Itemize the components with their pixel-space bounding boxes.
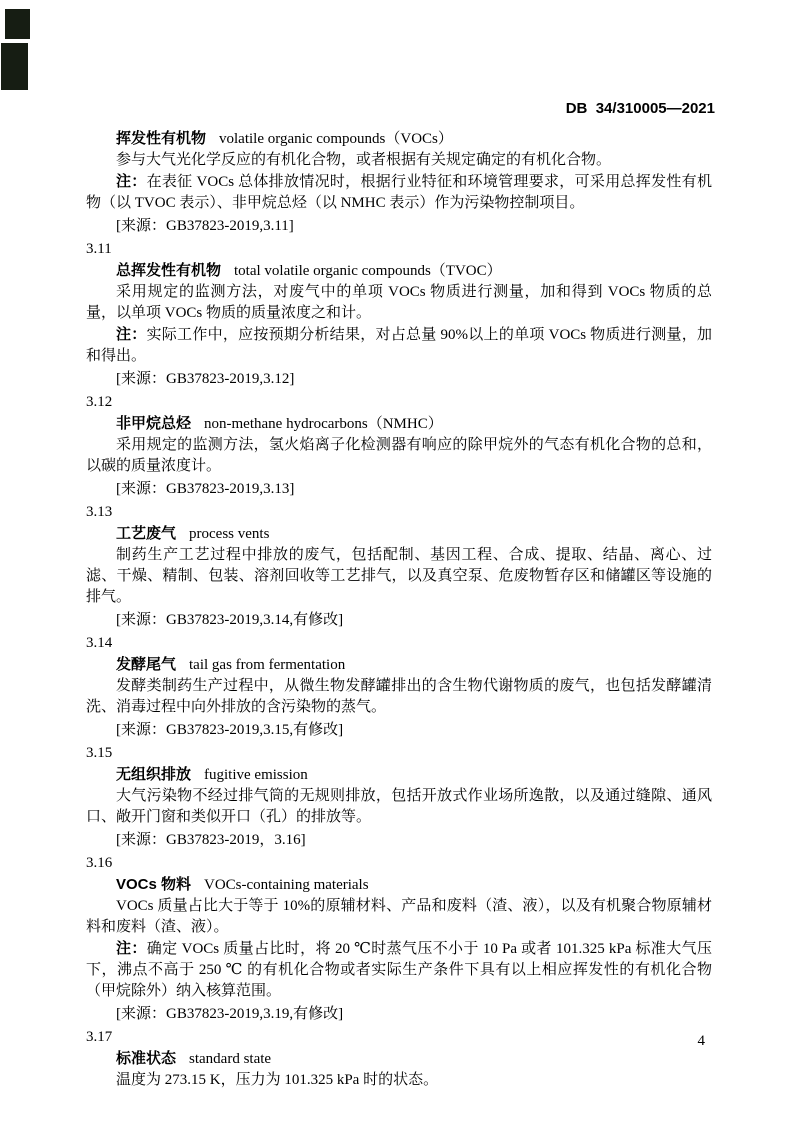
term-zh: 标准状态 [116, 1050, 177, 1067]
scan-artifact-bottom [1, 43, 28, 90]
source-line: [来源：GB37823-2019,3.19,有修改] [116, 1006, 344, 1022]
term-zh: VOCs 物料 [116, 876, 192, 893]
section-number: 3.11 [86, 241, 112, 257]
term-line [86, 413, 712, 435]
document-body [86, 128, 712, 1091]
term-line [86, 128, 712, 150]
section-number: 3.14 [86, 635, 113, 651]
definition-paragraph: 温度为 273.15 K，压力为 101.325 kPa 时的状态。 [116, 1072, 439, 1088]
term-en: process vents [189, 526, 270, 542]
source-line: [来源：GB37823-2019,3.13] [116, 481, 295, 497]
source-line: [来源：GB37823-2019,3.15,有修改] [116, 722, 344, 738]
note-text: 在表征 VOCs 总体排放情况时，根据行业特征和环境管理要求，可采用总挥发性有机物（以 TVOC 表示）、非甲烷总烃（以 NMHC 表示）作为污染物控制项目。 [86, 174, 712, 211]
term-en: tail gas from fermentation [189, 657, 346, 673]
section-number: 3.12 [86, 394, 113, 410]
source-line: [来源：GB37823-2019,3.11] [116, 218, 294, 234]
term-en: VOCs-containing materials [204, 877, 369, 893]
term-zh: 发酵尾气 [116, 656, 177, 673]
section-number: 3.13 [86, 504, 113, 520]
definition-paragraph: 制药生产工艺过程中排放的废气，包括配制、基因工程、合成、提取、结晶、离心、过滤、干燥、精制、包装、溶剂回收等工艺排气，以及真空泵、危废物暂存区和储罐区等设施的排气。 [86, 547, 712, 605]
definition-paragraph: VOCs 质量占比大于等于 10%的原辅材料、产品和废料（渣、液），以及有机聚合物原辅材料和废料（渣、液）。 [86, 898, 712, 935]
standard-number-header: DB 34/310005—2021 [565, 100, 715, 117]
term-line [86, 260, 712, 282]
page-number: 4 [697, 1033, 705, 1049]
definition-paragraph: 大气污染物不经过排气筒的无规则排放，包括开放式作业场所逸散，以及通过缝隙、通风口、敞开门窗和类似开口（孔）的排放等。 [86, 788, 712, 825]
source-line: [来源：GB37823-2019,3.14,有修改] [116, 612, 344, 628]
term-zh: 总挥发性有机物 [116, 262, 222, 279]
section-number: 3.17 [86, 1029, 113, 1045]
definition-paragraph: 采用规定的监测方法，氢火焰离子化检测器有响应的除甲烷外的气态有机化合物的总和，以碳的质量浓度计。 [86, 437, 712, 474]
term-en: non-methane hydrocarbons（NMHC） [204, 416, 443, 432]
source-line: [来源：GB37823-2019，3.16] [116, 832, 306, 848]
section-number: 3.15 [86, 745, 113, 761]
note-label: 注： [116, 173, 147, 190]
section-number: 3.16 [86, 855, 113, 871]
term-line [86, 874, 712, 896]
term-en: standard state [189, 1051, 272, 1067]
term-en: fugitive emission [204, 767, 308, 783]
term-en: volatile organic compounds（VOCs） [219, 131, 453, 147]
term-line [86, 654, 712, 676]
definition-paragraph: 参与大气光化学反应的有机化合物，或者根据有关规定确定的有机化合物。 [116, 152, 612, 168]
definition-paragraph: 采用规定的监测方法，对废气中的单项 VOCs 物质进行测量，加和得到 VOCs 物质的总量，以单项 VOCs 物质的质量浓度之和计。 [86, 284, 712, 321]
term-en: total volatile organic compounds（TVOC） [234, 263, 502, 279]
term-zh: 无组织排放 [116, 766, 192, 783]
note-text: 确定 VOCs 质量占比时，将 20 ℃时蒸气压不小于 10 Pa 或者 101.325 kPa 标准大气压下，沸点不高于 250 ℃ 的有机化合物或者实际生产条件下具有以上相应挥发性的有机化合物（甲烷除外）纳入核算范围。 [86, 941, 712, 999]
note-paragraph [86, 324, 712, 367]
term-zh: 挥发性有机物 [116, 130, 207, 147]
term-line [86, 1048, 712, 1070]
note-paragraph [86, 938, 712, 1002]
note-paragraph [86, 171, 712, 214]
term-line [86, 764, 712, 786]
note-label: 注： [116, 940, 147, 957]
note-text: 实际工作中，应按预期分析结果，对占总量 90%以上的单项 VOCs 物质进行测量，加和得出。 [86, 327, 712, 364]
term-zh: 非甲烷总烃 [116, 415, 192, 432]
term-line [86, 523, 712, 545]
source-line: [来源：GB37823-2019,3.12] [116, 371, 295, 387]
definition-paragraph: 发酵类制药生产过程中，从微生物发酵罐排出的含生物代谢物质的废气，也包括发酵罐清洗、消毒过程中向外排放的含污染物的蒸气。 [86, 678, 712, 715]
term-zh: 工艺废气 [116, 525, 177, 542]
scan-artifact-top [5, 9, 30, 39]
note-label: 注： [116, 326, 147, 343]
